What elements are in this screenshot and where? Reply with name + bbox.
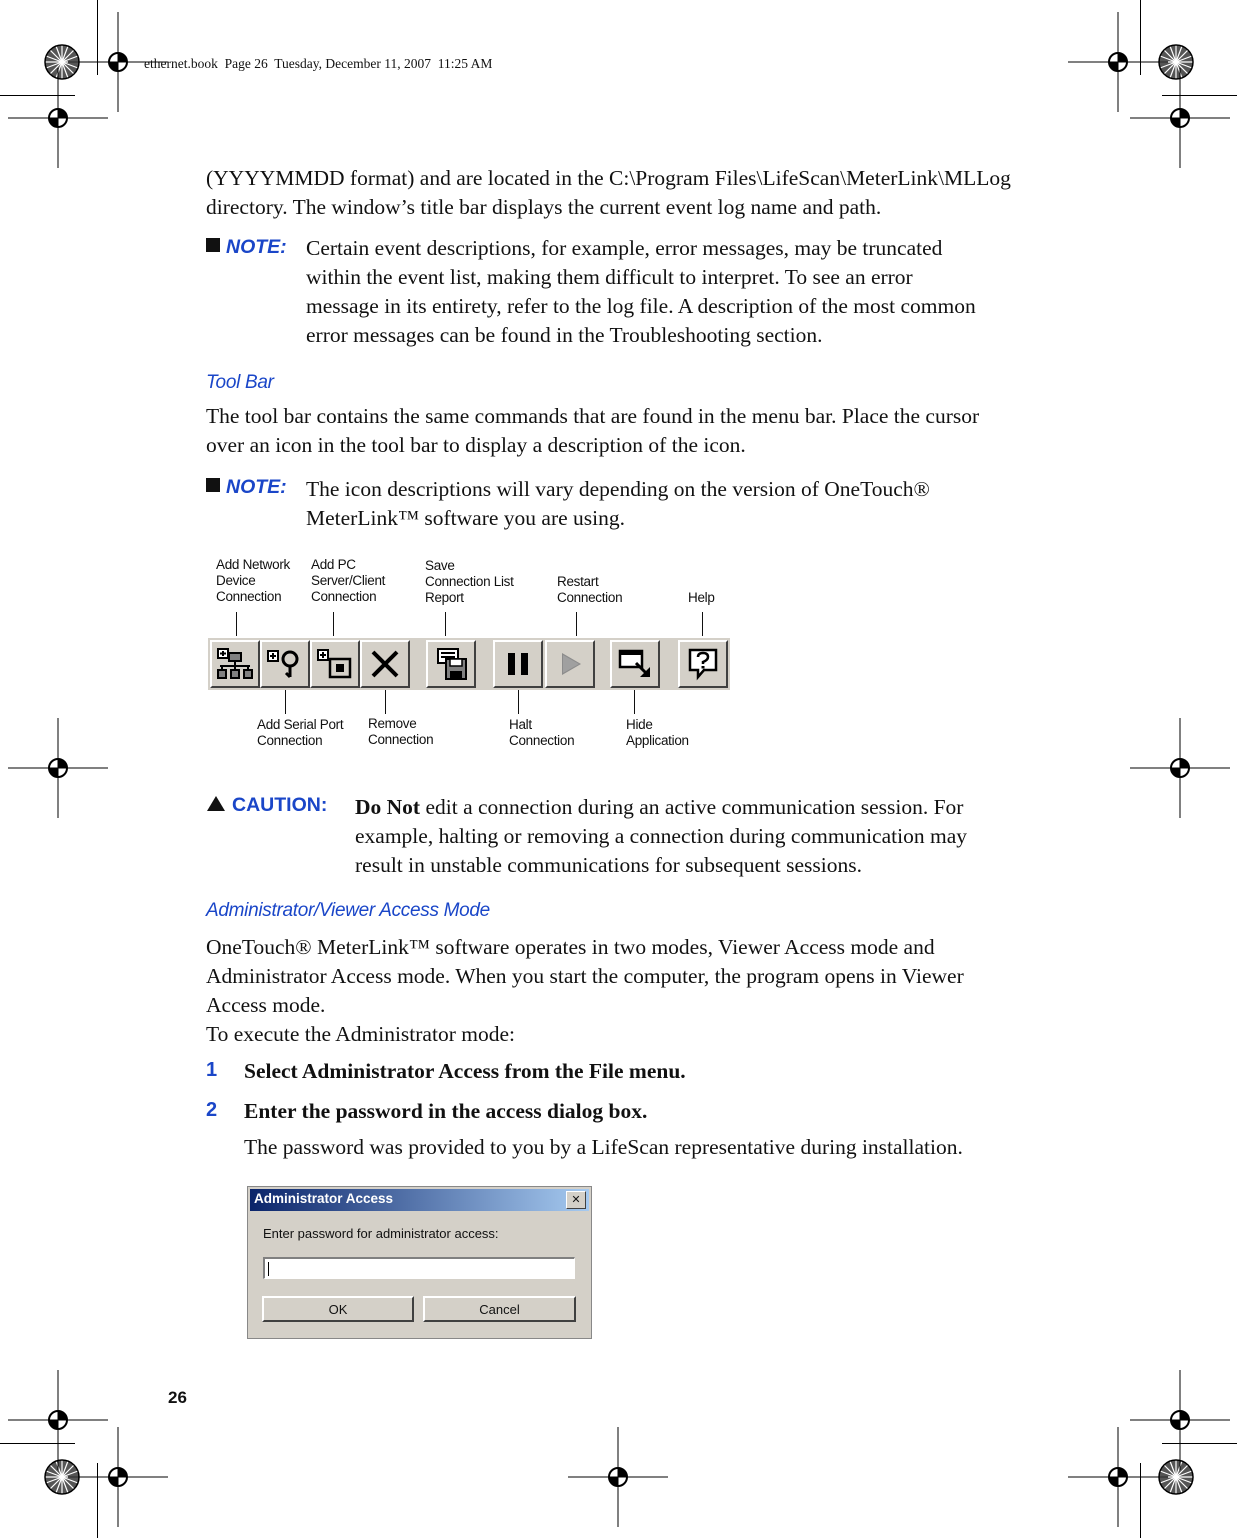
ok-button[interactable]: OK: [262, 1296, 414, 1322]
note-line: within the event list, making them difficult to interpret. To see an error: [306, 265, 913, 289]
cancel-button[interactable]: Cancel: [423, 1296, 576, 1322]
leader-line: [236, 612, 237, 636]
note-label: NOTE:: [226, 236, 287, 258]
step-number: 2: [206, 1099, 218, 1121]
hide-application-button[interactable]: [610, 640, 660, 688]
admin-line: OneTouch® MeterLink™ software operates in two modes, Viewer Access mode and: [206, 935, 935, 959]
dialog-title: Administrator Access: [254, 1191, 394, 1206]
note-bullet-icon: [206, 238, 220, 252]
caution-emphasis: Do Not: [355, 795, 421, 819]
halt-connection-button[interactable]: [493, 640, 543, 688]
note-line: The icon descriptions will vary depending on the version of OneTouch®: [306, 477, 930, 501]
leader-line: [385, 690, 386, 714]
caution-triangle-icon: [206, 795, 226, 812]
remove-x-icon: [368, 647, 402, 681]
save-report-icon: [432, 647, 470, 681]
play-icon: [555, 649, 585, 679]
add-pc-button[interactable]: [310, 640, 360, 688]
registration-target-icon: [8, 1370, 108, 1470]
registration-target-icon: [1068, 12, 1168, 112]
leader-line: [702, 612, 703, 636]
label-add-serial: Add Serial Port Connection: [257, 717, 344, 748]
admin-paragraph: [206, 933, 964, 1049]
note-label: NOTE:: [226, 476, 287, 498]
password-input[interactable]: [263, 1257, 575, 1279]
leader-line: [518, 690, 519, 714]
registration-target-icon: [1130, 68, 1230, 168]
help-question-icon: [686, 647, 720, 681]
toolbar-line: over an icon in the tool bar to display a description of the icon.: [206, 433, 746, 457]
registration-target-icon: [8, 68, 108, 168]
caution-text: [355, 793, 967, 880]
registration-target-icon: [68, 1427, 168, 1527]
pc-server-icon: [316, 647, 354, 681]
network-icon: [216, 647, 254, 681]
caution-block: [206, 794, 327, 817]
save-report-button[interactable]: [426, 640, 476, 688]
note-line: Certain event descriptions, for example, error messages, may be truncated: [306, 236, 943, 260]
section-heading-admin: Administrator/Viewer Access Mode: [206, 900, 490, 921]
help-button[interactable]: [678, 640, 728, 688]
registration-target-icon: [568, 1427, 668, 1527]
leader-line: [285, 690, 286, 714]
admin-line: Administrator Access mode. When you start the computer, the program opens in Viewer: [206, 964, 964, 988]
leader-line: [576, 612, 577, 636]
step-note: The password was provided to you by a LifeScan representative during installation.: [244, 1135, 963, 1159]
note-line: MeterLink™ software you are using.: [306, 506, 625, 530]
note-text: [306, 234, 976, 350]
registration-target-icon: [8, 718, 108, 818]
restart-connection-button[interactable]: [545, 640, 595, 688]
header-stamp: ethernet.book Page 26 Tuesday, December 11, 2007 11:25 AM: [144, 56, 493, 71]
intro-line: directory. The window’s title bar displays the current event log name and path.: [206, 195, 882, 219]
close-icon: ✕: [571, 1194, 581, 1206]
pause-icon: [503, 649, 533, 679]
registration-target-icon: [1130, 1370, 1230, 1470]
toolbar-line: The tool bar contains the same commands that are found in the menu bar. Place the cursor: [206, 404, 980, 428]
note-line: message in its entirety, refer to the log file. A description of the most common: [306, 294, 976, 318]
intro-line: (YYYYMMDD format) and are located in the C:\Program Files\LifeScan\MeterLink\MLLog: [206, 166, 1011, 190]
label-restart: Restart Connection: [557, 574, 623, 605]
admin-line: To execute the Administrator mode:: [206, 1022, 515, 1046]
caution-line: result in unstable communications for subsequent sessions.: [355, 853, 862, 877]
add-serial-port-button[interactable]: [260, 640, 310, 688]
registration-target-icon: [1068, 1427, 1168, 1527]
dialog-prompt: Enter password for administrator access:: [263, 1226, 499, 1241]
note-text: [306, 475, 930, 533]
label-remove: Remove Connection: [368, 716, 434, 747]
caution-line: example, halting or removing a connection during communication may: [355, 824, 967, 848]
step-text: Select Administrator Access from the File menu.: [244, 1059, 686, 1083]
note-block: [206, 476, 287, 499]
dialog-close-button[interactable]: [566, 1191, 586, 1209]
toolbar-paragraph: [206, 402, 979, 460]
label-help: Help: [688, 590, 715, 605]
admin-line: Access mode.: [206, 993, 326, 1017]
label-add-pc: Add PC Server/Client Connection: [311, 557, 386, 604]
note-line: error messages can be found in the Troubleshooting section.: [306, 323, 823, 347]
intro-paragraph: [206, 164, 1011, 222]
caution-line: edit a connection during an active communication session. For: [420, 795, 964, 819]
label-save-report: Save Connection List Report: [425, 558, 514, 605]
note-bullet-icon: [206, 478, 220, 492]
label-add-network: Add Network Device Connection: [216, 557, 290, 604]
add-network-button[interactable]: [210, 640, 260, 688]
step-number: 1: [206, 1059, 218, 1081]
step-text: Enter the password in the access dialog box.: [244, 1099, 648, 1123]
label-halt: Halt Connection: [509, 717, 575, 748]
remove-connection-button[interactable]: [360, 640, 410, 688]
hide-window-icon: [616, 647, 654, 681]
leader-line: [445, 612, 446, 636]
note-block: [206, 236, 287, 259]
registration-target-icon: [1130, 718, 1230, 818]
serial-port-icon: [266, 647, 304, 681]
leader-line: [634, 690, 635, 714]
text-cursor: [268, 1262, 269, 1276]
label-hide: Hide Application: [626, 717, 689, 748]
section-heading-toolbar: Tool Bar: [206, 372, 274, 393]
leader-line: [333, 612, 334, 636]
caution-label: CAUTION:: [232, 794, 328, 816]
page-number: 26: [168, 1388, 187, 1407]
